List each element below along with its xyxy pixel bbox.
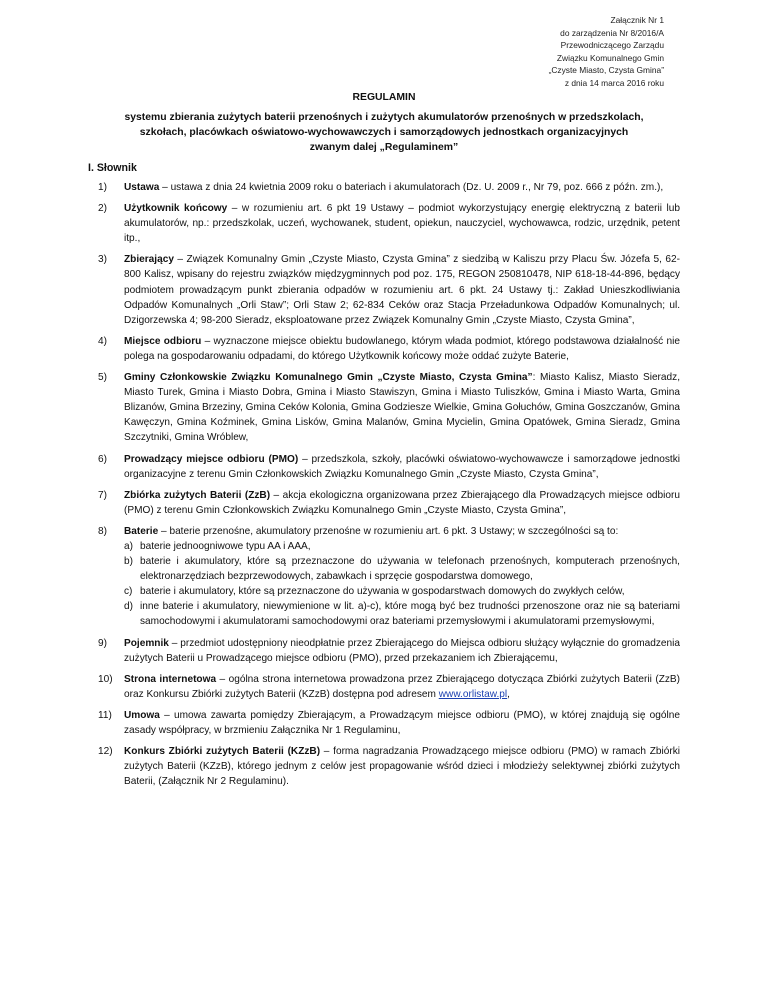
item-number: 2) [98, 203, 107, 215]
sub-item-text: baterie jednoogniwowe typu AA i AAA, [140, 540, 311, 552]
sub-item [124, 584, 680, 599]
sub-item-letter: c) [124, 586, 133, 598]
item-number: 1) [98, 182, 107, 193]
item-term: Użytkownik końcowy [124, 203, 228, 215]
annex-line: Załącznik Nr 1 [610, 15, 664, 25]
glossary-item [88, 334, 680, 364]
item-definition: : Miasto Kalisz, Miasto Sieradz, Miasto Turek, Gmina i Miasto Dobra, Gmina i Miasto Stawiszyn, Gmina i Miasto Tuliszków, Gmina i Miasto Warta, Gmina Blizanów, Gmina Brzeziny, Gmina Ceków Kolonia, Gmina Godziesze Wielkie, Gmina Gołuchów, Gmina Goszczanów, Gmina Kawęczyn, Gmina Koźminek, Gmina Lisków, Gmina Malanów, Gmina Mycielin, Gmina Opatówek, Gmina Sieradz, Gmina Szczytniki, Gmina Wróblew, [124, 372, 680, 444]
glossary-item [88, 636, 680, 666]
item-definition: – baterie przenośne, akumulatory przenośne w rozumieniu art. 6 pkt. 3 Ustawy; w szczególności są to: [158, 525, 619, 537]
item-definition: – Związek Komunalny Gmin „Czyste Miasto, Czysta Gmina” z siedzibą w Kaliszu przy Placu Św. Józefa 5, 62-800 Kalisz, wpisany do rejestru związków międzygminnych pod poz. 175, REGON 250810478, NIP 618-18-44-896, będący podmiotem prowadzącym punkt zbierania odpadów w rozumieniu art. 6 pkt. 24 Ustawy tj.: Zakład Unieszkodliwiania Odpadów Komunalnych „Orli Staw”; Orli Staw 2; 62-834 Ceków oraz Stacja Przeładunkowa Odpadów Komunalnych; ul. Dzigorzewska 4; 98-200 Sieradz, eksploatowane przez Związek Komunalny Gmin „Czyste Miasto, Czysta Gmina”, [124, 254, 680, 326]
item-definition: – przedszkola, szkoły, placówki oświatowo-wychowawcze i samorządowe jednostki organizacyjne z terenu Gmin Członkowskich Związku Komunalnego Gmin „Czyste Miasto, Czysta Gmina”, [124, 453, 681, 480]
sub-item-text: inne baterie i akumulatory, niewymienione w lit. a)-c), które mogą być bez trudności przenoszone oraz nie są bateriami samochodowymi i akumulatorami samochodowymi oraz bateriami przemysłowymi i akumulatorami przemysłowymi, [140, 601, 680, 628]
item-number: 4) [98, 335, 107, 347]
title-main: REGULAMIN [352, 92, 416, 103]
item-definition: – akcja ekologiczna organizowana przez Zbierającego dla Prowadzących miejsce odbioru (PMO) z terenu Gmin Członkowskich Związku Komunalnego Gmin „Czyste Miasto, Czysta Gmina”, [124, 489, 680, 516]
annex-note [549, 14, 664, 90]
item-term: Konkurs Zbiórki zużytych Baterii (KZzB) [124, 746, 321, 758]
item-term: Baterie [124, 525, 159, 537]
glossary-list [88, 180, 680, 795]
glossary-item [88, 708, 680, 738]
sub-item-letter: d) [124, 601, 133, 613]
sub-list [124, 539, 680, 630]
sub-item [124, 554, 680, 584]
annex-line: „Czyste Miasto, Czysta Gmina” [548, 65, 664, 76]
sub-item-text: baterie i akumulatory, które są przeznaczone do używania w telefonach przenośnych, komputerach przenośnych, elektronarzędziach bezprzewodowych, zabawkach i sprzęcie gospodarstwa domowego, [140, 556, 680, 583]
item-term: Strona internetowa [124, 673, 217, 685]
annex-line: Związku Komunalnego Gmin [556, 52, 664, 63]
item-term: Pojemnik [124, 637, 169, 649]
item-definition: – umowa zawarta pomiędzy Zbierającym, a Prowadzącym miejsce odbioru (PMO), w której znajdują się ogólne zasady współpracy, w brzmieniu Załącznika Nr 1 Regulaminu, [124, 709, 680, 736]
glossary-item [88, 252, 680, 327]
glossary-item [88, 672, 680, 702]
glossary-item [88, 180, 680, 195]
item-definition: – przedmiot udostępniony nieodpłatnie przez Zbierającego do Miejsca odbioru służący wyłącznie do gromadzenia zużytych Baterii u Prowadzącego miejsce odbioru (PMO), przed przekazaniem ich Zbierającemu, [124, 637, 680, 664]
annex-line: do zarządzenia Nr 8/2016/A [560, 27, 664, 38]
item-term: Miejsce odbioru [124, 335, 202, 347]
item-term: Ustawa [124, 182, 160, 193]
item-term: Umowa [124, 709, 160, 721]
item-term: Zbierający [124, 254, 174, 266]
title-subtitle-line: systemu zbierania zużytych baterii przenośnych i zużytych akumulatorów przenośnych w przedszkolach, [124, 112, 644, 123]
glossary-item [88, 370, 680, 445]
glossary-item [88, 452, 680, 482]
section-heading: I. Słownik [88, 162, 137, 174]
sub-item [124, 599, 680, 629]
item-number: 9) [98, 637, 107, 649]
document-title [88, 90, 680, 155]
item-definition: – forma nagradzania Prowadzącego miejsce odbioru (PMO) w ramach Zbiórki zużytych Baterii (KZzB), którego jednym z celów jest propagowanie wśród dzieci i młodzieży selektywnej zbiórki zużytych Baterii, (Załącznik Nr 2 Regulaminu). [124, 746, 680, 788]
item-definition: – ogólna strona internetowa prowadzona przez Zbierającego dotycząca Zbiórki zużytych Baterii (ZzB) oraz Konkursu Zbiórki zużytych Baterii (KZzB) dostępna pod adresem [124, 673, 681, 700]
item-number: 6) [98, 453, 107, 465]
annex-line: z dnia 14 marca 2016 roku [564, 77, 664, 88]
sub-item [124, 539, 680, 554]
website-link[interactable]: www.orlistaw.pl [438, 688, 508, 700]
glossary-item [88, 488, 680, 518]
item-term: Gminy Członkowskie Związku Komunalnego Gmin „Czyste Miasto, Czysta Gmina” [124, 372, 533, 384]
item-definition: – ustawa z dnia 24 kwietnia 2009 roku o bateriach i akumulatorach (Dz. U. 2009 r., Nr 79, poz. 666 z późn. zm.), [159, 182, 664, 193]
item-number: 8) [98, 525, 107, 537]
glossary-item [88, 744, 680, 789]
item-term: Prowadzący miejsce odbioru (PMO) [124, 453, 299, 465]
sub-item-text: baterie i akumulatory, które są przeznaczone do używania w gospodarstwach domowych do zwykłych celów, [140, 586, 625, 598]
item-term: Zbiórka zużytych Baterii (ZzB) [124, 489, 271, 501]
item-definition: – w rozumieniu art. 6 pkt 19 Ustawy – podmiot wykorzystujący energię elektryczną z baterii lub akumulatorów, np.: przedszkolak, uczeń, wychowanek, student, opiekun, nauczyciel, wychowawca, rodzic, urzędnik, petent itp., [124, 203, 680, 245]
item-definition-tail: , [507, 688, 510, 700]
item-number: 11) [98, 709, 112, 721]
sub-item-letter: b) [124, 556, 133, 568]
item-definition: – wyznaczone miejsce obiektu budowlanego, którym włada podmiot, którego podstawowa działalność nie polega na gospodarowaniu odpadami, do którego Użytkownik końcowy może oddać zużyte Baterie, [124, 335, 680, 362]
annex-line: Przewodniczącego Zarządu [560, 40, 664, 51]
title-subtitle-line: zwanym dalej „Regulaminem” [309, 142, 459, 153]
item-number: 12) [98, 746, 113, 758]
item-number: 3) [98, 254, 107, 266]
glossary-item [88, 524, 680, 630]
title-subtitle-line: szkołach, placówkach oświatowo-wychowawczych i samorządowych jednostkach organizacyjnych [139, 127, 629, 138]
sub-item-letter: a) [124, 540, 133, 552]
item-number: 5) [98, 372, 107, 384]
glossary-item [88, 201, 680, 246]
item-number: 7) [98, 489, 107, 501]
item-number: 10) [98, 673, 113, 685]
